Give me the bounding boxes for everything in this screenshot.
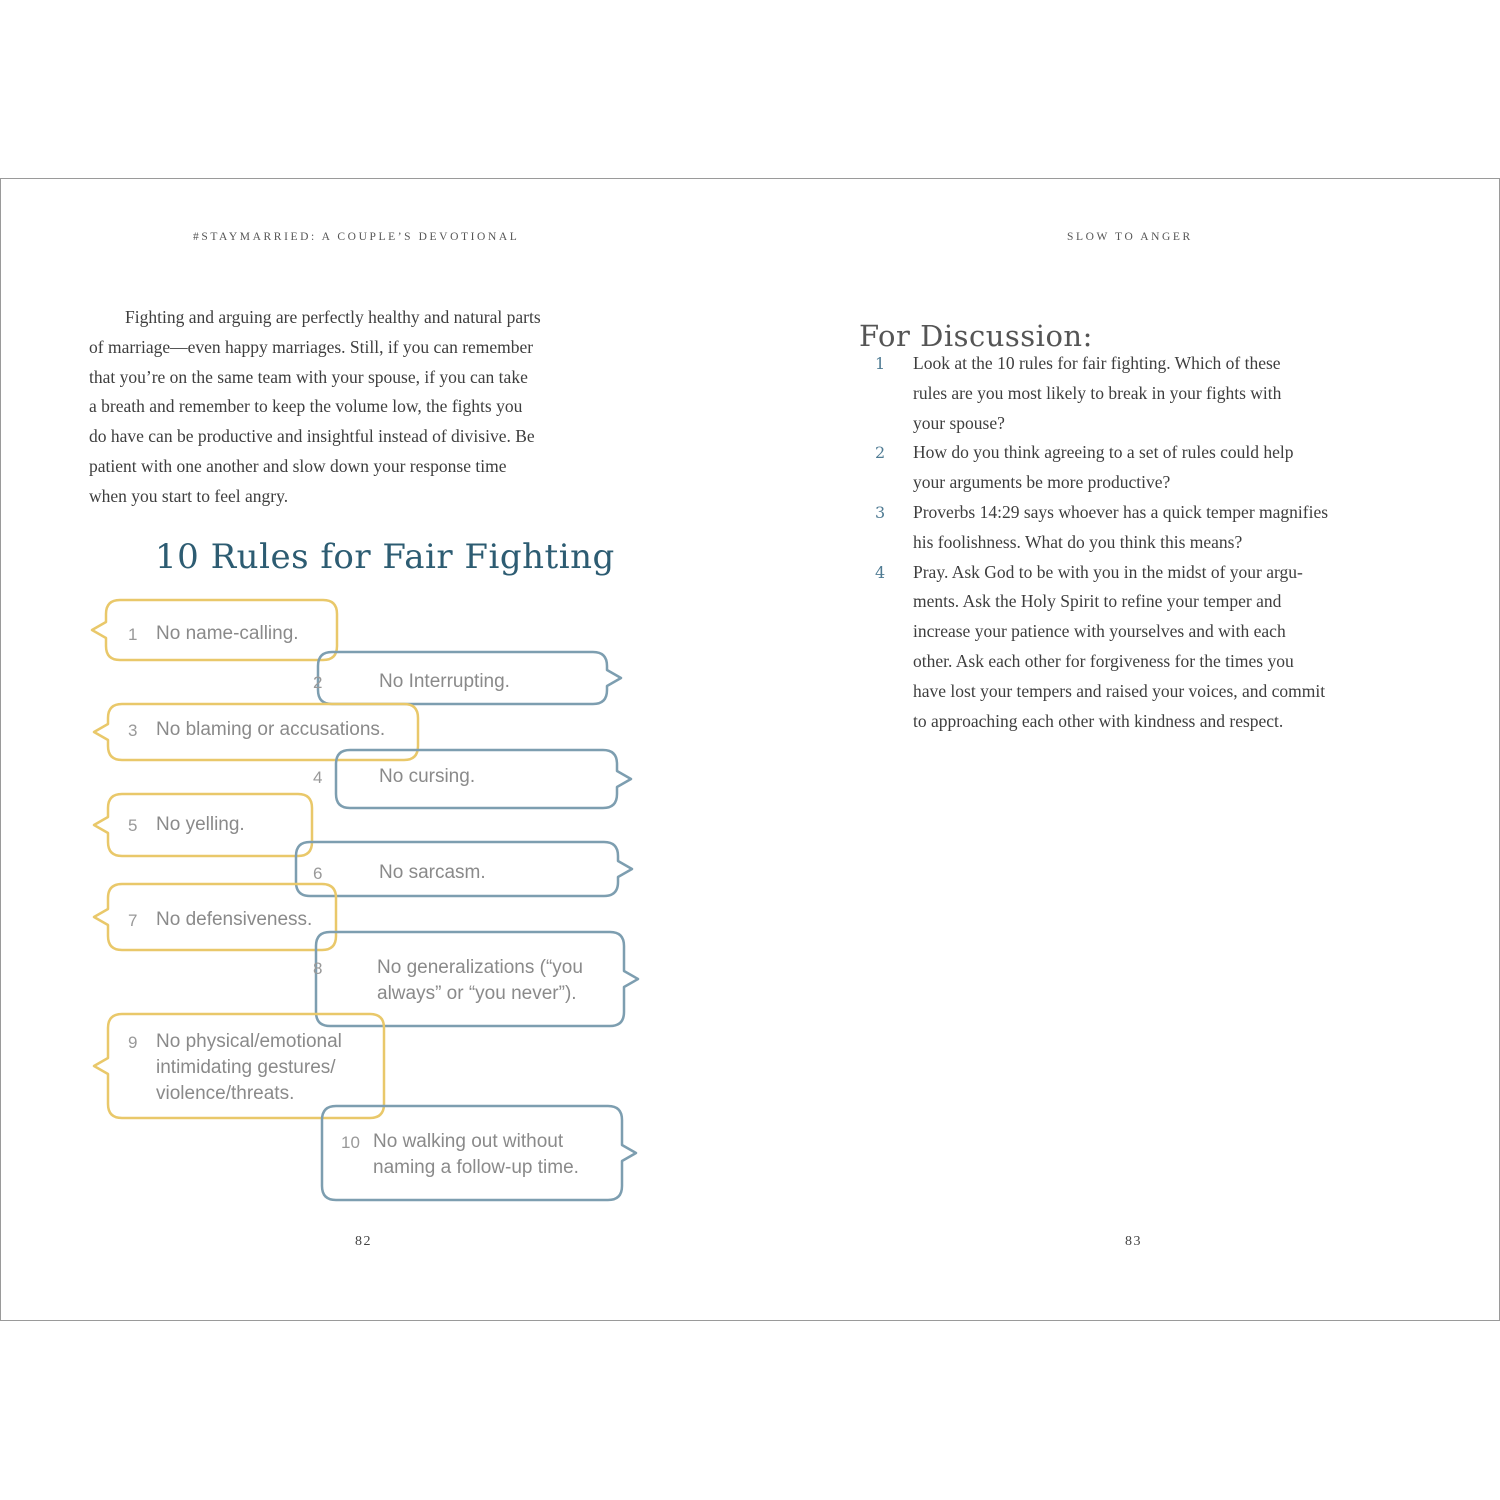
discussion-line: other. Ask each other for forgiveness for the times you	[913, 650, 1294, 671]
discussion-number: 3	[875, 502, 886, 522]
rule-text	[156, 717, 385, 743]
rule-line: No defensiveness.	[156, 909, 313, 930]
rule-text	[379, 860, 486, 886]
discussion-line: Proverbs 14:29 says whoever has a quick temper magnifies	[913, 501, 1329, 522]
discussion-number: 4	[875, 562, 886, 582]
rule-line: No sarcasm.	[379, 862, 486, 883]
discussion-line: your spouse?	[913, 412, 1005, 433]
rules-title: 10 Rules for Fair Fighting	[155, 537, 615, 577]
rule-text	[156, 1029, 342, 1107]
intro-line: do have can be productive and insightful instead of divisive. Be	[89, 426, 535, 447]
page-number-right: 83	[1125, 1234, 1142, 1249]
rule-line: No walking out without	[373, 1131, 564, 1152]
rule-line: No name-calling.	[156, 623, 299, 644]
rule-line: No Interrupting.	[379, 671, 510, 692]
rule-number: 5	[128, 816, 138, 835]
rule-text	[156, 812, 245, 838]
discussion-line: his foolishness. What do you think this means?	[913, 531, 1243, 552]
right-running-header: SLOW TO ANGER	[1067, 231, 1193, 243]
discussion-line: to approaching each other with kindness and respect.	[913, 710, 1284, 731]
discussion-line: have lost your tempers and raised your voices, and commit	[913, 680, 1326, 701]
discussion-line: ments. Ask the Holy Spirit to refine your temper and	[913, 591, 1282, 612]
discussion-number: 1	[875, 354, 886, 373]
discussion-line: How do you think agreeing to a set of rules could help	[913, 442, 1294, 463]
rule-number: 3	[128, 721, 138, 740]
discussion-line: rules are you most likely to break in your fights with	[913, 382, 1282, 403]
rule-number: 8	[313, 959, 323, 978]
page-number-left: 82	[355, 1234, 372, 1249]
discussion-number: 2	[875, 443, 886, 463]
discussion-line: Pray. Ask God to be with you in the midst of your argu-	[913, 561, 1303, 582]
rule-number: 10	[341, 1133, 360, 1152]
rule-line: No blaming or accusations.	[156, 719, 386, 740]
rule-line: always” or “you never”).	[377, 983, 577, 1004]
rule-line: No physical/emotional	[156, 1031, 342, 1052]
intro-line: that you’re on the same team with your spouse, if you can take	[89, 366, 528, 387]
intro-line: when you start to feel angry.	[89, 485, 289, 506]
rule-line: No cursing.	[379, 766, 476, 787]
rule-text	[156, 907, 312, 933]
discussion-line: Look at the 10 rules for fair fighting. Which of these	[913, 353, 1281, 373]
discussion-line: increase your patience with yourselves and with each	[913, 621, 1286, 642]
rule-number: 2	[313, 673, 323, 692]
rule-text	[377, 955, 583, 1007]
intro-line: Fighting and arguing are perfectly healthy and natural parts	[125, 307, 541, 327]
discussion-title: For Discussion:	[859, 319, 1093, 354]
discussion-line: your arguments be more productive?	[913, 472, 1171, 493]
intro-line: of marriage—even happy marriages. Still, if you can remember	[89, 336, 534, 357]
rule-line: violence/threats.	[156, 1083, 295, 1104]
rule-number: 1	[128, 625, 138, 644]
rule-number: 4	[313, 768, 323, 787]
rule-line: No yelling.	[156, 814, 245, 835]
rule-text	[156, 621, 299, 647]
rule-line: naming a follow-up time.	[373, 1157, 579, 1178]
intro-line: a breath and remember to keep the volume low, the fights you	[89, 396, 523, 417]
rule-text	[373, 1129, 579, 1181]
rule-number: 7	[128, 911, 138, 930]
rule-number: 6	[313, 864, 323, 883]
intro-line: patient with one another and slow down your response time	[89, 455, 507, 476]
left-running-header: #STAYMARRIED: A COUPLE’S DEVOTIONAL	[193, 231, 520, 243]
rule-line: No generalizations (“you	[377, 957, 583, 978]
rule-line: intimidating gestures/	[156, 1057, 336, 1078]
rule-number: 9	[128, 1033, 138, 1052]
rule-text	[379, 669, 510, 695]
rule-text	[379, 764, 475, 790]
